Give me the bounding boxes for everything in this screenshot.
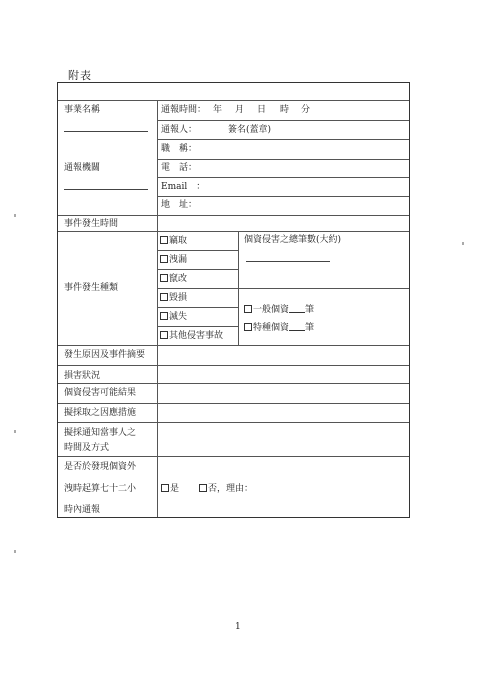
count-blank[interactable] [289, 304, 305, 313]
within72-line-2: 洩時起算七十二小 [64, 484, 137, 494]
event-type-option[interactable]: 竊取 [160, 236, 187, 247]
row-divider [157, 307, 238, 308]
row-divider [157, 269, 238, 270]
address-field-label: 地 址： [161, 200, 198, 210]
report-time-month: 月 [235, 105, 245, 115]
row-divider [58, 422, 409, 423]
scan-speck [462, 242, 464, 245]
event-type-label: 事件發生種類 [64, 283, 119, 293]
report-time-year: 年 [213, 105, 223, 115]
scan-speck [14, 430, 16, 433]
agency-name-label: 事業名稱 [64, 105, 101, 115]
event-type-option[interactable]: 滅失 [160, 312, 187, 323]
within72-line-1: 是否於發現個資外 [64, 462, 137, 472]
row-divider [58, 215, 409, 216]
row-divider [157, 177, 409, 178]
event-type-option[interactable]: 竄改 [160, 274, 187, 285]
report-time-day: 日 [257, 105, 267, 115]
row-divider [157, 250, 238, 251]
email-field-label: Email ： [161, 182, 206, 192]
checkbox-icon[interactable] [199, 484, 207, 492]
checkbox-icon[interactable] [160, 312, 168, 320]
reporting-unit-label: 通報機關 [64, 163, 101, 173]
total-count-underline [246, 261, 330, 262]
total-count-label: 個資侵害之總筆數(大約) [244, 235, 342, 245]
checkbox-icon[interactable] [244, 323, 252, 331]
row-divider [58, 231, 409, 232]
general-data-option[interactable]: 一般個資 筆 [244, 304, 314, 316]
event-type-option[interactable]: 毀損 [160, 293, 187, 304]
row-divider [58, 403, 409, 404]
row-divider [58, 383, 409, 384]
checkbox-icon[interactable] [161, 484, 169, 492]
event-type-option[interactable]: 洩漏 [160, 255, 187, 266]
consequence-label: 個資侵害可能結果 [64, 388, 137, 398]
row-divider [58, 456, 409, 457]
notify-method-line-1: 擬採通知當事人之 [64, 428, 137, 438]
row-divider [157, 120, 409, 121]
checkbox-icon[interactable] [160, 274, 168, 282]
report-time-minute: 分 [301, 105, 311, 115]
reporting-unit-underline [64, 189, 148, 190]
checkbox-icon[interactable] [160, 236, 168, 244]
agency-name-underline [64, 131, 148, 132]
scan-speck [14, 214, 16, 217]
report-time-hour: 時 [280, 105, 290, 115]
damage-label: 損害狀況 [64, 371, 101, 381]
within72-line-3: 時內通報 [64, 505, 101, 515]
row-divider [157, 139, 409, 140]
row-divider [157, 326, 238, 327]
checkbox-icon[interactable] [244, 305, 252, 313]
cause-label: 發生原因及事件摘要 [64, 350, 146, 360]
row-divider [58, 345, 409, 346]
event-time-label: 事件發生時間 [64, 219, 119, 229]
event-type-option[interactable]: 其他侵害事故 [160, 331, 223, 342]
phone-field-label: 電 話： [161, 163, 198, 173]
row-divider [157, 159, 409, 160]
checkbox-icon[interactable] [160, 255, 168, 263]
title-field-label: 職 稱： [161, 144, 198, 154]
report-time-label: 通報時間： [161, 105, 207, 115]
checkbox-icon[interactable] [160, 331, 168, 339]
row-divider [58, 100, 409, 101]
checkbox-icon[interactable] [160, 293, 168, 301]
reporter-label: 通報人： [161, 125, 198, 135]
label-column-divider [157, 100, 158, 517]
scan-speck [14, 550, 16, 553]
page-number: 1 [235, 622, 241, 632]
special-data-option[interactable]: 特種個資 筆 [244, 322, 314, 334]
row-divider [58, 365, 409, 366]
yes-option[interactable]: 是 [161, 484, 179, 495]
notify-method-line-2: 時間及方式 [64, 443, 110, 453]
row-divider [157, 196, 409, 197]
incident-report-form [57, 82, 410, 518]
no-option[interactable]: 否，理由： [199, 484, 253, 495]
measures-label: 擬採取之因應措施 [64, 408, 137, 418]
attachment-label: 附表 [68, 69, 92, 82]
count-blank[interactable] [289, 322, 305, 331]
row-divider [157, 288, 409, 289]
signature-label: 簽名(蓋章) [228, 125, 272, 135]
